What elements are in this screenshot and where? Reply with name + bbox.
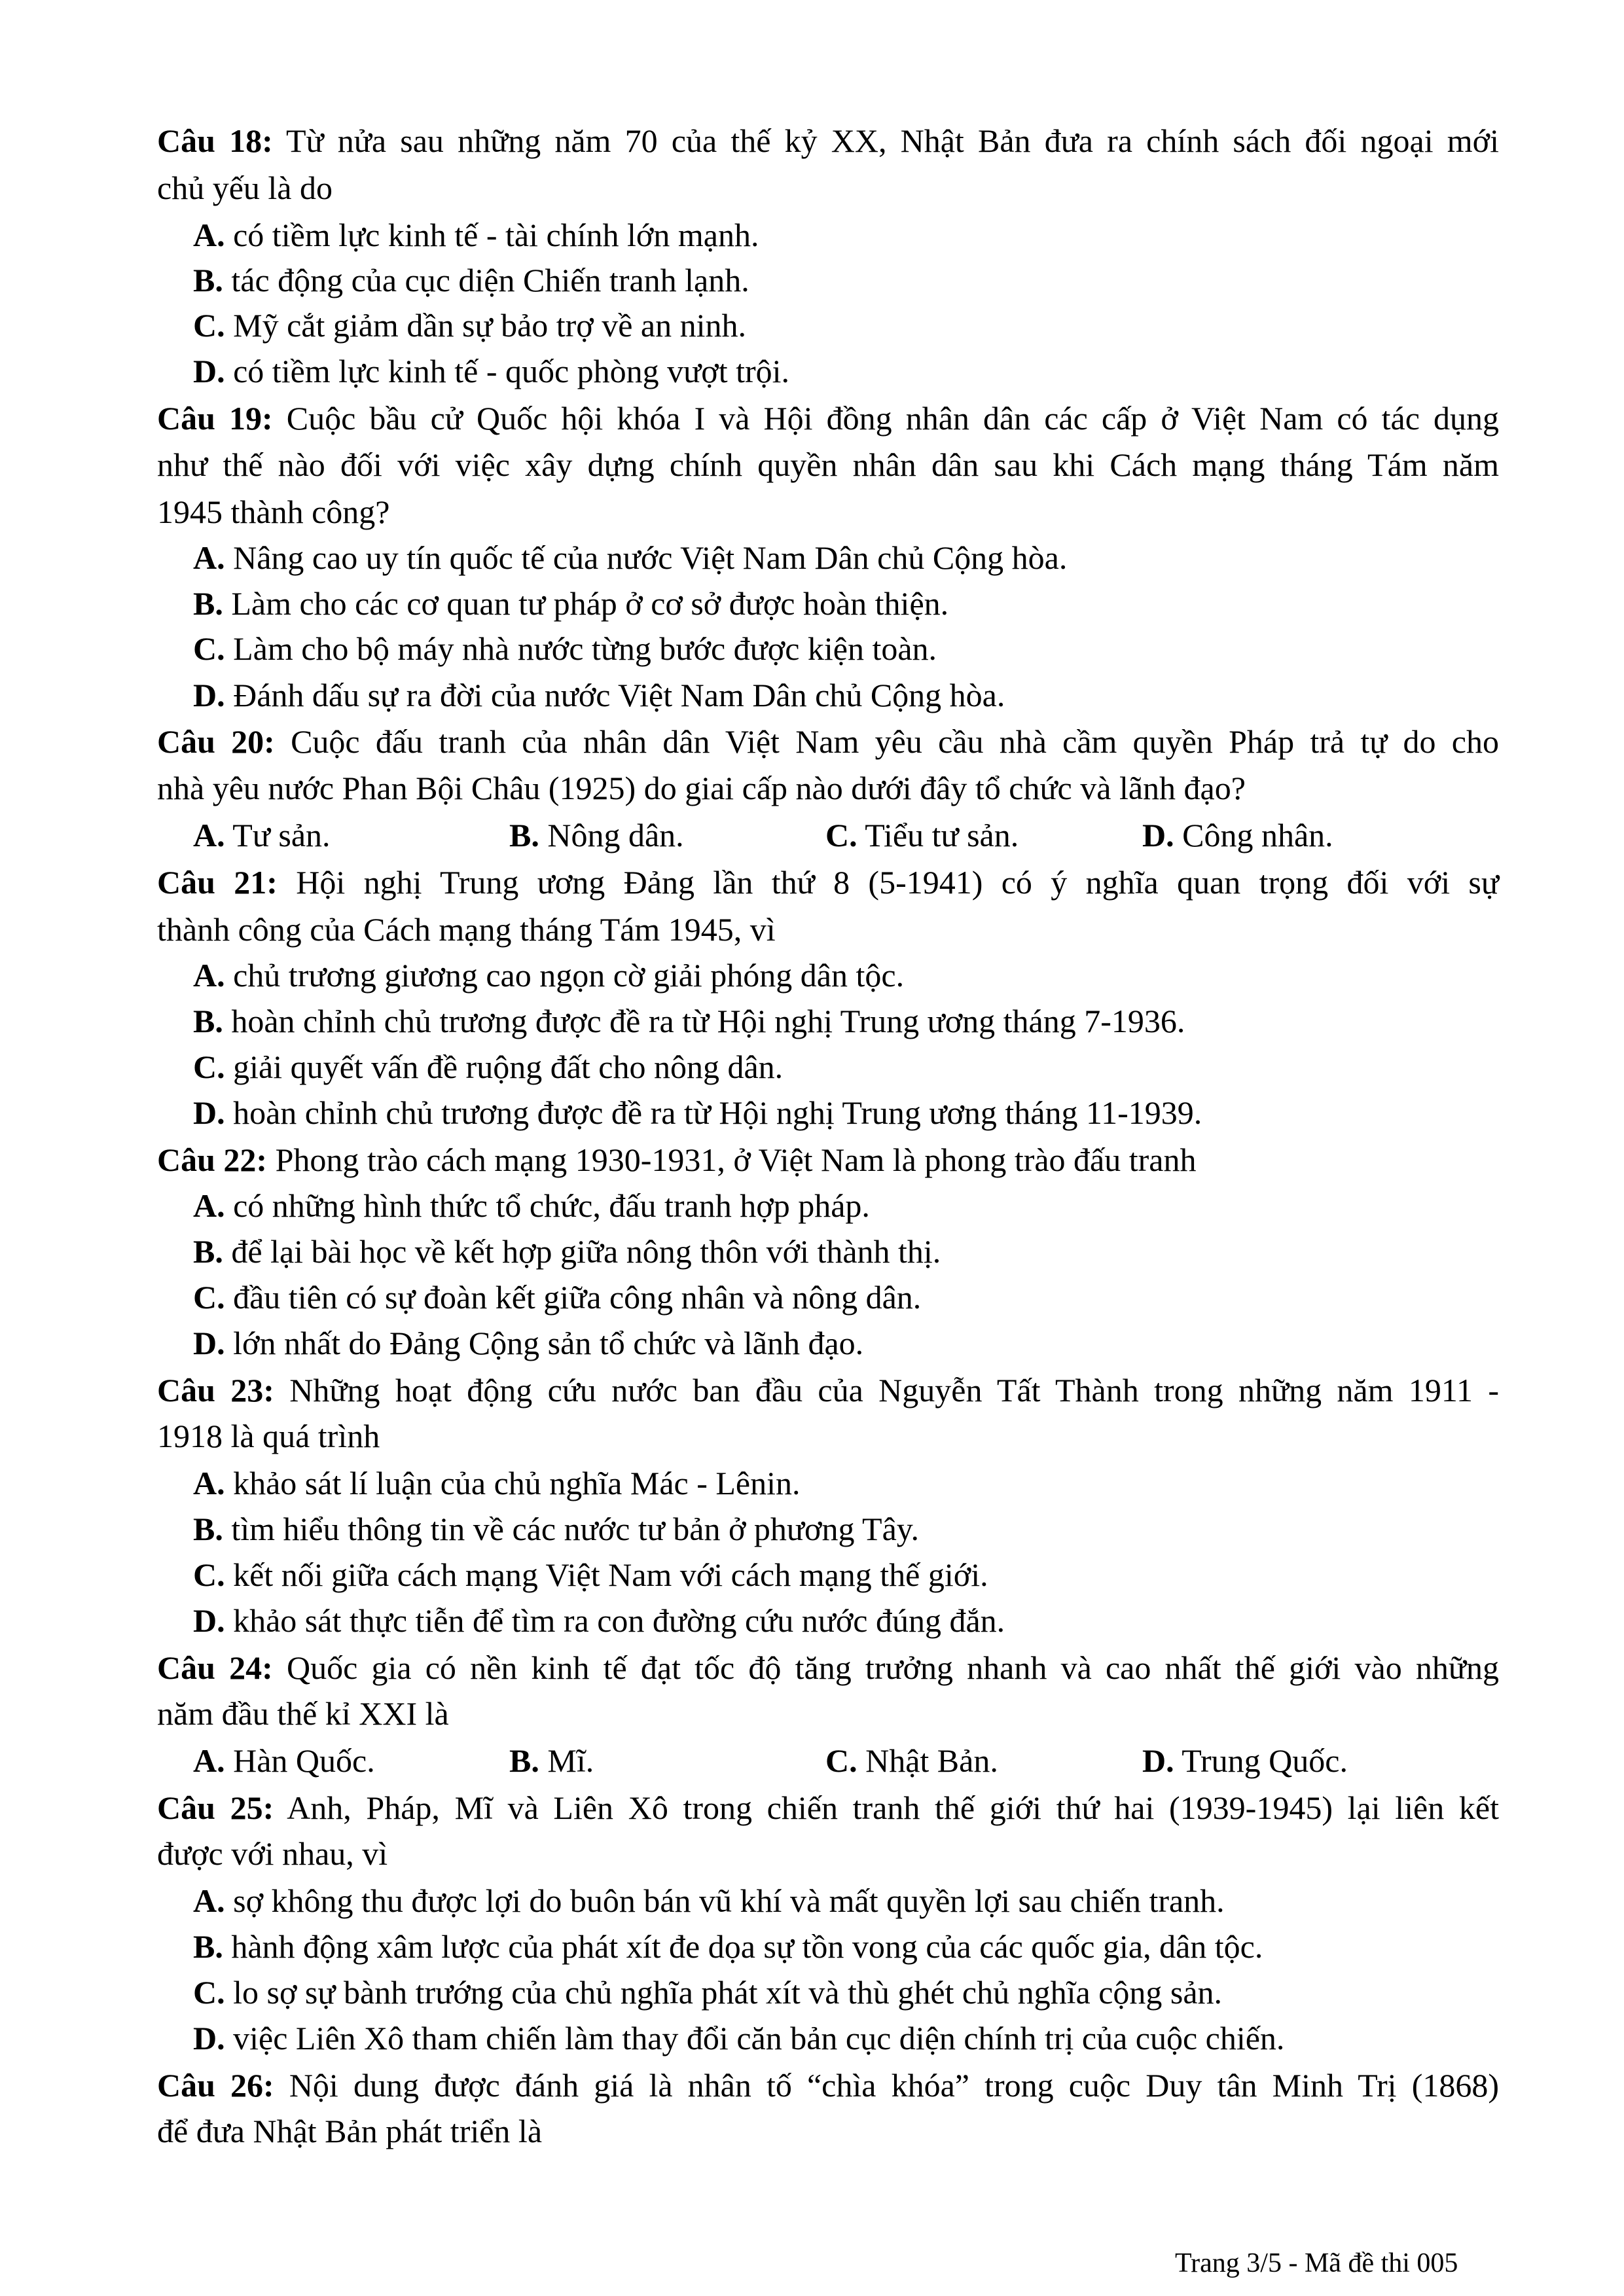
question-25-option-b: B. hành động xâm lược của phát xít đe dọa sự tồn vong của các quốc gia, dân tộc. [193, 1928, 1263, 1965]
question-26-label: Câu 26: [157, 2067, 274, 2104]
question-26-line-1: Câu 26: Nội dung được đánh giá là nhân tố “chìa khóa” trong cuộc Duy tân Minh Trị (1868) [157, 2067, 1499, 2104]
question-21-option-d: D. hoàn chỉnh chủ trương được đề ra từ Hội nghị Trung ương tháng 11-1939. [193, 1094, 1202, 1131]
question-22-label: Câu 22: [157, 1141, 268, 1178]
question-20-option-d: D. Công nhân. [1142, 817, 1333, 853]
question-21-line-2: thành công của Cách mạng tháng Tám 1945, vì [157, 911, 776, 948]
question-21-option-b: B. hoàn chỉnh chủ trương được đề ra từ Hội nghị Trung ương tháng 7-1936. [193, 1003, 1185, 1039]
question-18-option-c: C. Mỹ cắt giảm dần sự bảo trợ về an ninh. [193, 307, 747, 344]
question-25-line-1: Câu 25: Anh, Pháp, Mĩ và Liên Xô trong chiến tranh thế giới thứ hai (1939-1945) lại liên kết [157, 1789, 1499, 1826]
question-24-option-c: C. Nhật Bản. [825, 1742, 998, 1779]
question-24-label: Câu 24: [157, 1649, 273, 1686]
question-25-option-c: C. lo sợ sự bành trướng của chủ nghĩa phát xít và thù ghét chủ nghĩa cộng sản. [193, 1974, 1223, 2011]
question-20-line-1: Câu 20: Cuộc đấu tranh của nhân dân Việt Nam yêu cầu nhà cầm quyền Pháp trả tự do cho [157, 723, 1499, 760]
question-22-option-b: B. để lại bài học về kết hợp giữa nông thôn với thành thị. [193, 1233, 941, 1270]
question-19-option-c: C. Làm cho bộ máy nhà nước từng bước được kiện toàn. [193, 630, 937, 667]
question-23-line-1: Câu 23: Những hoạt động cứu nước ban đầu của Nguyễn Tất Thành trong những năm 1911 - [157, 1372, 1499, 1408]
question-20-option-c: C. Tiểu tư sản. [825, 817, 1019, 853]
question-21-line-1: Câu 21: Hội nghị Trung ương Đảng lần thứ 8 (5-1941) có ý nghĩa quan trọng đối với sự [157, 864, 1499, 901]
question-23-option-c: C. kết nối giữa cách mạng Việt Nam với cách mạng thế giới. [193, 1556, 988, 1593]
question-19-line-2: như thế nào đối với việc xây dựng chính quyền nhân dân sau khi Cách mạng tháng Tám năm [157, 446, 1499, 483]
question-24-option-a: A. Hàn Quốc. [193, 1742, 375, 1779]
question-18-option-a: A. có tiềm lực kinh tế - tài chính lớn mạnh. [193, 217, 759, 253]
question-25-label: Câu 25: [157, 1789, 274, 1826]
question-23-line-2: 1918 là quá trình [157, 1418, 380, 1454]
question-20-option-a: A. Tư sản. [193, 817, 331, 853]
question-18-option-d: D. có tiềm lực kinh tế - quốc phòng vượt trội. [193, 353, 790, 389]
question-23-option-a: A. khảo sát lí luận của chủ nghĩa Mác - Lênin. [193, 1465, 801, 1501]
question-18-label: Câu 18: [157, 122, 273, 159]
question-23-label: Câu 23: [157, 1372, 274, 1408]
question-22-option-d: D. lớn nhất do Đảng Cộng sản tổ chức và lãnh đạo. [193, 1325, 864, 1361]
question-19-option-d: D. Đánh dấu sự ra đời của nước Việt Nam Dân chủ Cộng hòa. [193, 677, 1005, 713]
question-20-option-b: B. Nông dân. [509, 817, 684, 853]
question-19-option-b: B. Làm cho các cơ quan tư pháp ở cơ sở được hoàn thiện. [193, 585, 949, 622]
question-18-line-1: Câu 18: Từ nửa sau những năm 70 của thế kỷ XX, Nhật Bản đưa ra chính sách đối ngoại mới [157, 122, 1499, 159]
question-24-line-1: Câu 24: Quốc gia có nền kinh tế đạt tốc độ tăng trưởng nhanh và cao nhất thế giới vào những [157, 1649, 1499, 1686]
question-21-option-c: C. giải quyết vấn đề ruộng đất cho nông dân. [193, 1049, 784, 1085]
question-25-option-a: A. sợ không thu được lợi do buôn bán vũ khí và mất quyền lợi sau chiến tranh. [193, 1882, 1225, 1919]
question-26-line-2: để đưa Nhật Bản phát triển là [157, 2113, 543, 2149]
question-18-line-2: chủ yếu là do [157, 170, 333, 206]
question-21-option-a: A. chủ trương giương cao ngọn cờ giải phóng dân tộc. [193, 957, 905, 994]
question-24-line-2: năm đầu thế kỉ XXI là [157, 1695, 449, 1732]
question-20-line-2: nhà yêu nước Phan Bội Châu (1925) do giai cấp nào dưới đây tổ chức và lãnh đạo? [157, 770, 1246, 806]
question-23-option-d: D. khảo sát thực tiễn để tìm ra con đường cứu nước đúng đắn. [193, 1602, 1005, 1639]
question-20-label: Câu 20: [157, 723, 275, 760]
question-21-label: Câu 21: [157, 864, 278, 901]
question-22-option-c: C. đầu tiên có sự đoàn kết giữa công nhân và nông dân. [193, 1279, 922, 1316]
page-footer: Trang 3/5 - Mã đề thi 005 [1175, 2248, 1458, 2278]
question-19-label: Câu 19: [157, 400, 273, 437]
question-22-option-a: A. có những hình thức tổ chức, đấu tranh hợp pháp. [193, 1187, 870, 1224]
question-25-option-d: D. việc Liên Xô tham chiến làm thay đổi căn bản cục diện chính trị của cuộc chiến. [193, 2020, 1285, 2056]
question-23-option-b: B. tìm hiểu thông tin về các nước tư bản ở phương Tây. [193, 1511, 920, 1547]
question-22-line-1: Câu 22: Phong trào cách mạng 1930-1931, ở Việt Nam là phong trào đấu tranh [157, 1141, 1197, 1178]
question-19-line-1: Câu 19: Cuộc bầu cử Quốc hội khóa I và Hội đồng nhân dân các cấp ở Việt Nam có tác dụng [157, 400, 1499, 437]
question-24-option-b: B. Mĩ. [509, 1742, 594, 1779]
question-24-option-d: D. Trung Quốc. [1142, 1742, 1348, 1779]
question-19-option-a: A. Nâng cao uy tín quốc tế của nước Việt Nam Dân chủ Cộng hòa. [193, 539, 1068, 576]
question-19-line-3: 1945 thành công? [157, 493, 390, 530]
question-25-line-2: được với nhau, vì [157, 1835, 388, 1872]
question-18-option-b: B. tác động của cục diện Chiến tranh lạnh. [193, 262, 749, 298]
